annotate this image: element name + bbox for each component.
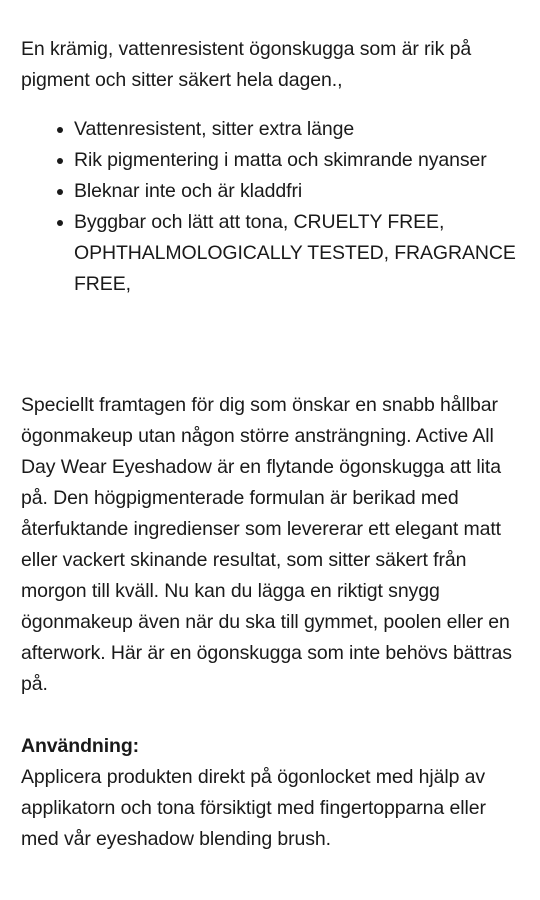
feature-item: Byggbar och lätt att tona, CRUELTY FREE, OPHTHALMOLOGICALLY TESTED, FRAGRANCE FREE, <box>57 207 520 300</box>
description-paragraph: Speciellt framtagen för dig som önskar en snabb hållbar ögonmakeup utan någon större ansträngning. Active All Day Wear Eyeshadow är en flytande ögonskugga att lita på. Den högpigmenterade formulan är berikad med återfuktande ingredienser som levererar ett elegant matt eller vackert skinande resultat, som sitter säkert från morgon till kväll. Nu kan du lägga en riktigt snygg ögonmakeup även när du ska till gymmet, poolen eller en afterwork. Här är en ögonskugga som inte behövs bättras på. <box>21 394 512 695</box>
feature-item: Rik pigmentering i matta och skimrande nyanser <box>57 145 520 176</box>
usage-heading: Användning: <box>21 735 140 757</box>
feature-item: Bleknar inte och är kladdfri <box>57 176 520 207</box>
feature-list <box>21 114 520 300</box>
section-spacer <box>21 300 520 390</box>
intro-paragraph: En krämig, vattenresistent ögonskugga som är rik på pigment och sitter säkert hela dagen., <box>21 38 472 91</box>
feature-item: Vattenresistent, sitter extra länge <box>57 114 520 145</box>
usage-paragraph: Applicera produkten direkt på ögonlocket med hjälp av applikatorn och tona försiktigt med fingertopparna eller med vår eyeshadow blending brush. <box>21 766 486 850</box>
